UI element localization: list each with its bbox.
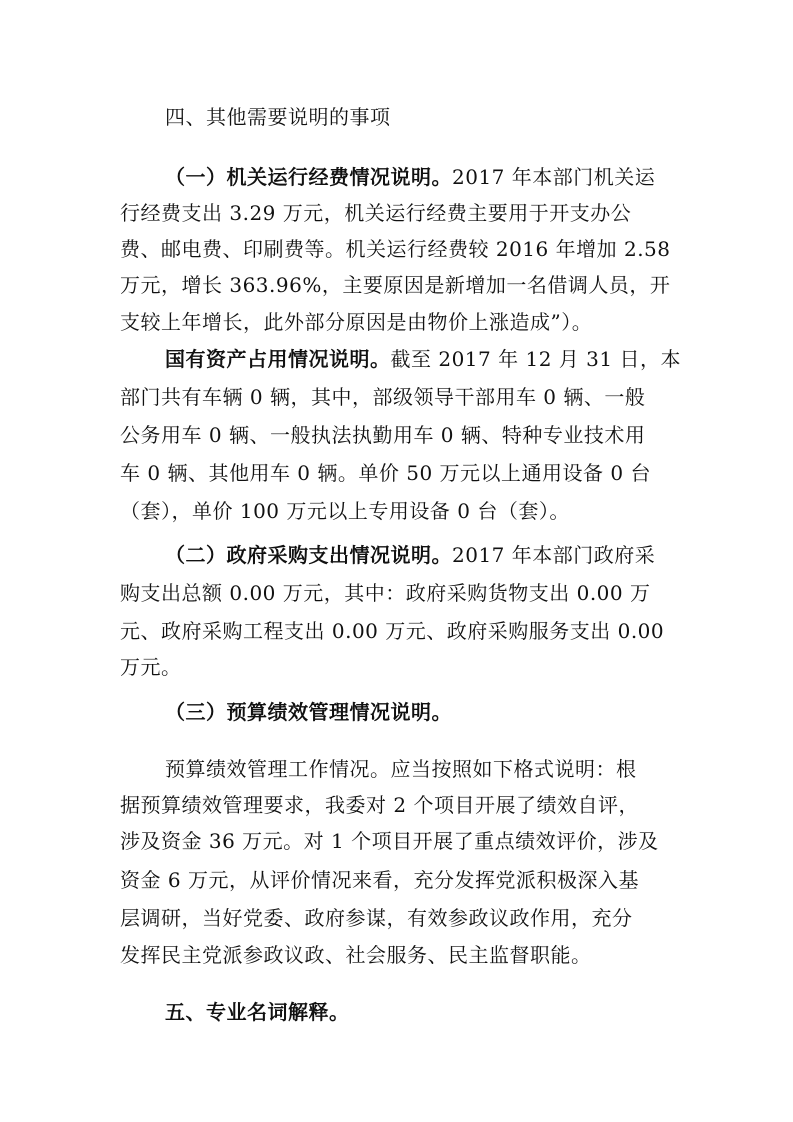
section-5-heading: 五、专业名词解释。 [165, 1000, 350, 1024]
paragraph-line: 购支出总额 0.00 万元，其中：政府采购货物支出 0.00 万 [120, 581, 651, 605]
item-2-title: （二）政府采购支出情况说明。 [165, 543, 452, 567]
paragraph-line: 部门共有车辆 0 辆，其中，部级领导干部用车 0 辆、一般 [120, 385, 646, 409]
paragraph-line: 资金 6 万元，从评价情况来看，充分发挥党派积极深入基 [120, 868, 639, 892]
paragraph-line: 万元，增长 363.96%，主要原因是新增加一名借调人员，开 [120, 273, 671, 297]
paragraph-line: 涉及资金 36 万元。对 1 个项目开展了重点绩效评价，涉及 [120, 829, 659, 853]
paragraph-line [165, 541, 655, 569]
item-1-title: （一）机关运行经费情况说明。 [165, 165, 452, 189]
paragraph-line: 层调研，当好党委、政府参谋，有效参政议政作用，充分 [120, 906, 633, 930]
paragraph-line: 支较上年增长，此外部分原因是由物价上涨造成”）。 [120, 310, 593, 334]
paragraph-line: 行经费支出 3.29 万元，机关运行经费主要用于开支办公 [120, 201, 632, 225]
item-1-text: 2017 年本部门机关运 [452, 165, 656, 189]
item-2-text: 2017 年本部门政府采 [452, 543, 656, 567]
item-3-title: （三）预算绩效管理情况说明。 [165, 700, 452, 724]
paragraph-line [165, 345, 681, 373]
paragraph-line: （套），单价 100 万元以上专用设备 0 台（套）。 [120, 499, 570, 523]
section-4-heading: 四、其他需要说明的事项 [165, 105, 391, 129]
paragraph-line: 公务用车 0 辆、一般执法执勤用车 0 辆、特种专业技术用 [120, 423, 646, 447]
paragraph-line: 费、邮电费、印刷费等。机关运行经费较 2016 年增加 2.58 [120, 237, 671, 261]
assets-title: 国有资产占用情况说明。 [165, 347, 391, 371]
paragraph-line: 发挥民主党派参政议政、社会服务、民主监督职能。 [120, 943, 592, 967]
paragraph-line: 元、政府采购工程支出 0.00 万元、政府采购服务支出 0.00 [120, 619, 665, 643]
paragraph-line: 预算绩效管理工作情况。应当按照如下格式说明：根 [165, 757, 637, 781]
paragraph-line: 车 0 辆、其他用车 0 辆。单价 50 万元以上通用设备 0 台 [120, 461, 651, 485]
paragraph-line: 万元。 [120, 655, 182, 679]
assets-text: 截至 2017 年 12 月 31 日，本 [390, 347, 681, 371]
paragraph-line [165, 163, 655, 191]
paragraph-line: 据预算绩效管理要求，我委对 2 个项目开展了绩效自评， [120, 793, 639, 817]
